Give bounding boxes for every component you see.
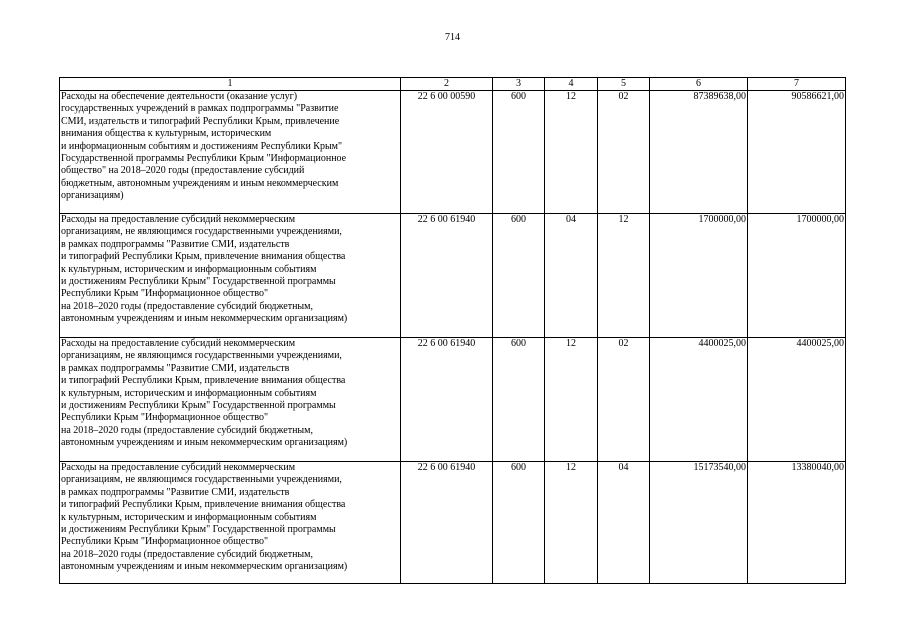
table-row [60,214,846,338]
subsection-code: 02 [598,338,650,462]
expense-type-code: 600 [493,338,545,462]
column-header-6: 6 [650,78,748,91]
amount-col7: 90586621,00 [748,91,846,214]
section-code: 12 [545,338,598,462]
table-row [60,462,846,584]
column-header-5: 5 [598,78,650,91]
table-row [60,91,846,214]
budget-code: 22 6 00 61940 [401,462,493,584]
expense-type-code: 600 [493,91,545,214]
budget-code: 22 6 00 61940 [401,214,493,338]
subsection-code: 02 [598,91,650,214]
budget-table [59,77,846,584]
subsection-code: 12 [598,214,650,338]
expense-description: Расходы на обеспечение деятельности (оказание услуг) государственных учреждений в рамках подпрограммы "Развитие СМИ, издательств и типографий Республики Крым, привлечение внимания общества к культурным, историческим и информационным событиям и достижениям Республики Крым" Государственной программы Республики Крым "Информационное общество" на 2018–2020 годы (предоставление субсидий бюджетным, автономным учреждениям и иным некоммерческим организациям) [60,91,401,214]
expense-description: Расходы на предоставление субсидий некоммерческим организациям, не являющимся государственными учреждениями, в рамках подпрограммы "Развитие СМИ, издательств и типографий Республики Крым, привлечение внимания общества к культурным, историческим и информационным событиям и достижениям Республики Крым" Государственной программы Республики Крым "Информационное общество" на 2018–2020 годы (предоставление субсидий бюджетным, автономным учреждениям и иным некоммерческим организациям) [60,462,401,584]
section-code: 04 [545,214,598,338]
budget-code: 22 6 00 61940 [401,338,493,462]
amount-col6: 15173540,00 [650,462,748,584]
column-header-3: 3 [493,78,545,91]
amount-col6: 4400025,00 [650,338,748,462]
amount-col7: 1700000,00 [748,214,846,338]
amount-col7: 4400025,00 [748,338,846,462]
amount-col6: 1700000,00 [650,214,748,338]
expense-description: Расходы на предоставление субсидий некоммерческим организациям, не являющимся государственными учреждениями, в рамках подпрограммы "Развитие СМИ, издательств и типографий Республики Крым, привлечение внимания общества к культурным, историческим и информационным событиям и достижениям Республики Крым" Государственной программы Республики Крым "Информационное общество" на 2018–2020 годы (предоставление субсидий бюджетным, автономным учреждениям и иным некоммерческим организациям) [60,338,401,462]
column-header-1: 1 [60,78,401,91]
amount-col7: 13380040,00 [748,462,846,584]
table-row [60,338,846,462]
table-header-row [60,78,846,91]
column-header-2: 2 [401,78,493,91]
column-header-4: 4 [545,78,598,91]
expense-description: Расходы на предоставление субсидий некоммерческим организациям, не являющимся государственными учреждениями, в рамках подпрограммы "Развитие СМИ, издательств и типографий Республики Крым, привлечение внимания общества к культурным, историческим и информационным событиям и достижениям Республики Крым" Государственной программы Республики Крым "Информационное общество" на 2018–2020 годы (предоставление субсидий бюджетным, автономным учреждениям и иным некоммерческим организациям) [60,214,401,338]
section-code: 12 [545,462,598,584]
section-code: 12 [545,91,598,214]
amount-col6: 87389638,00 [650,91,748,214]
page-number: 714 [445,32,460,43]
subsection-code: 04 [598,462,650,584]
column-header-7: 7 [748,78,846,91]
expense-type-code: 600 [493,462,545,584]
budget-code: 22 6 00 00590 [401,91,493,214]
expense-type-code: 600 [493,214,545,338]
